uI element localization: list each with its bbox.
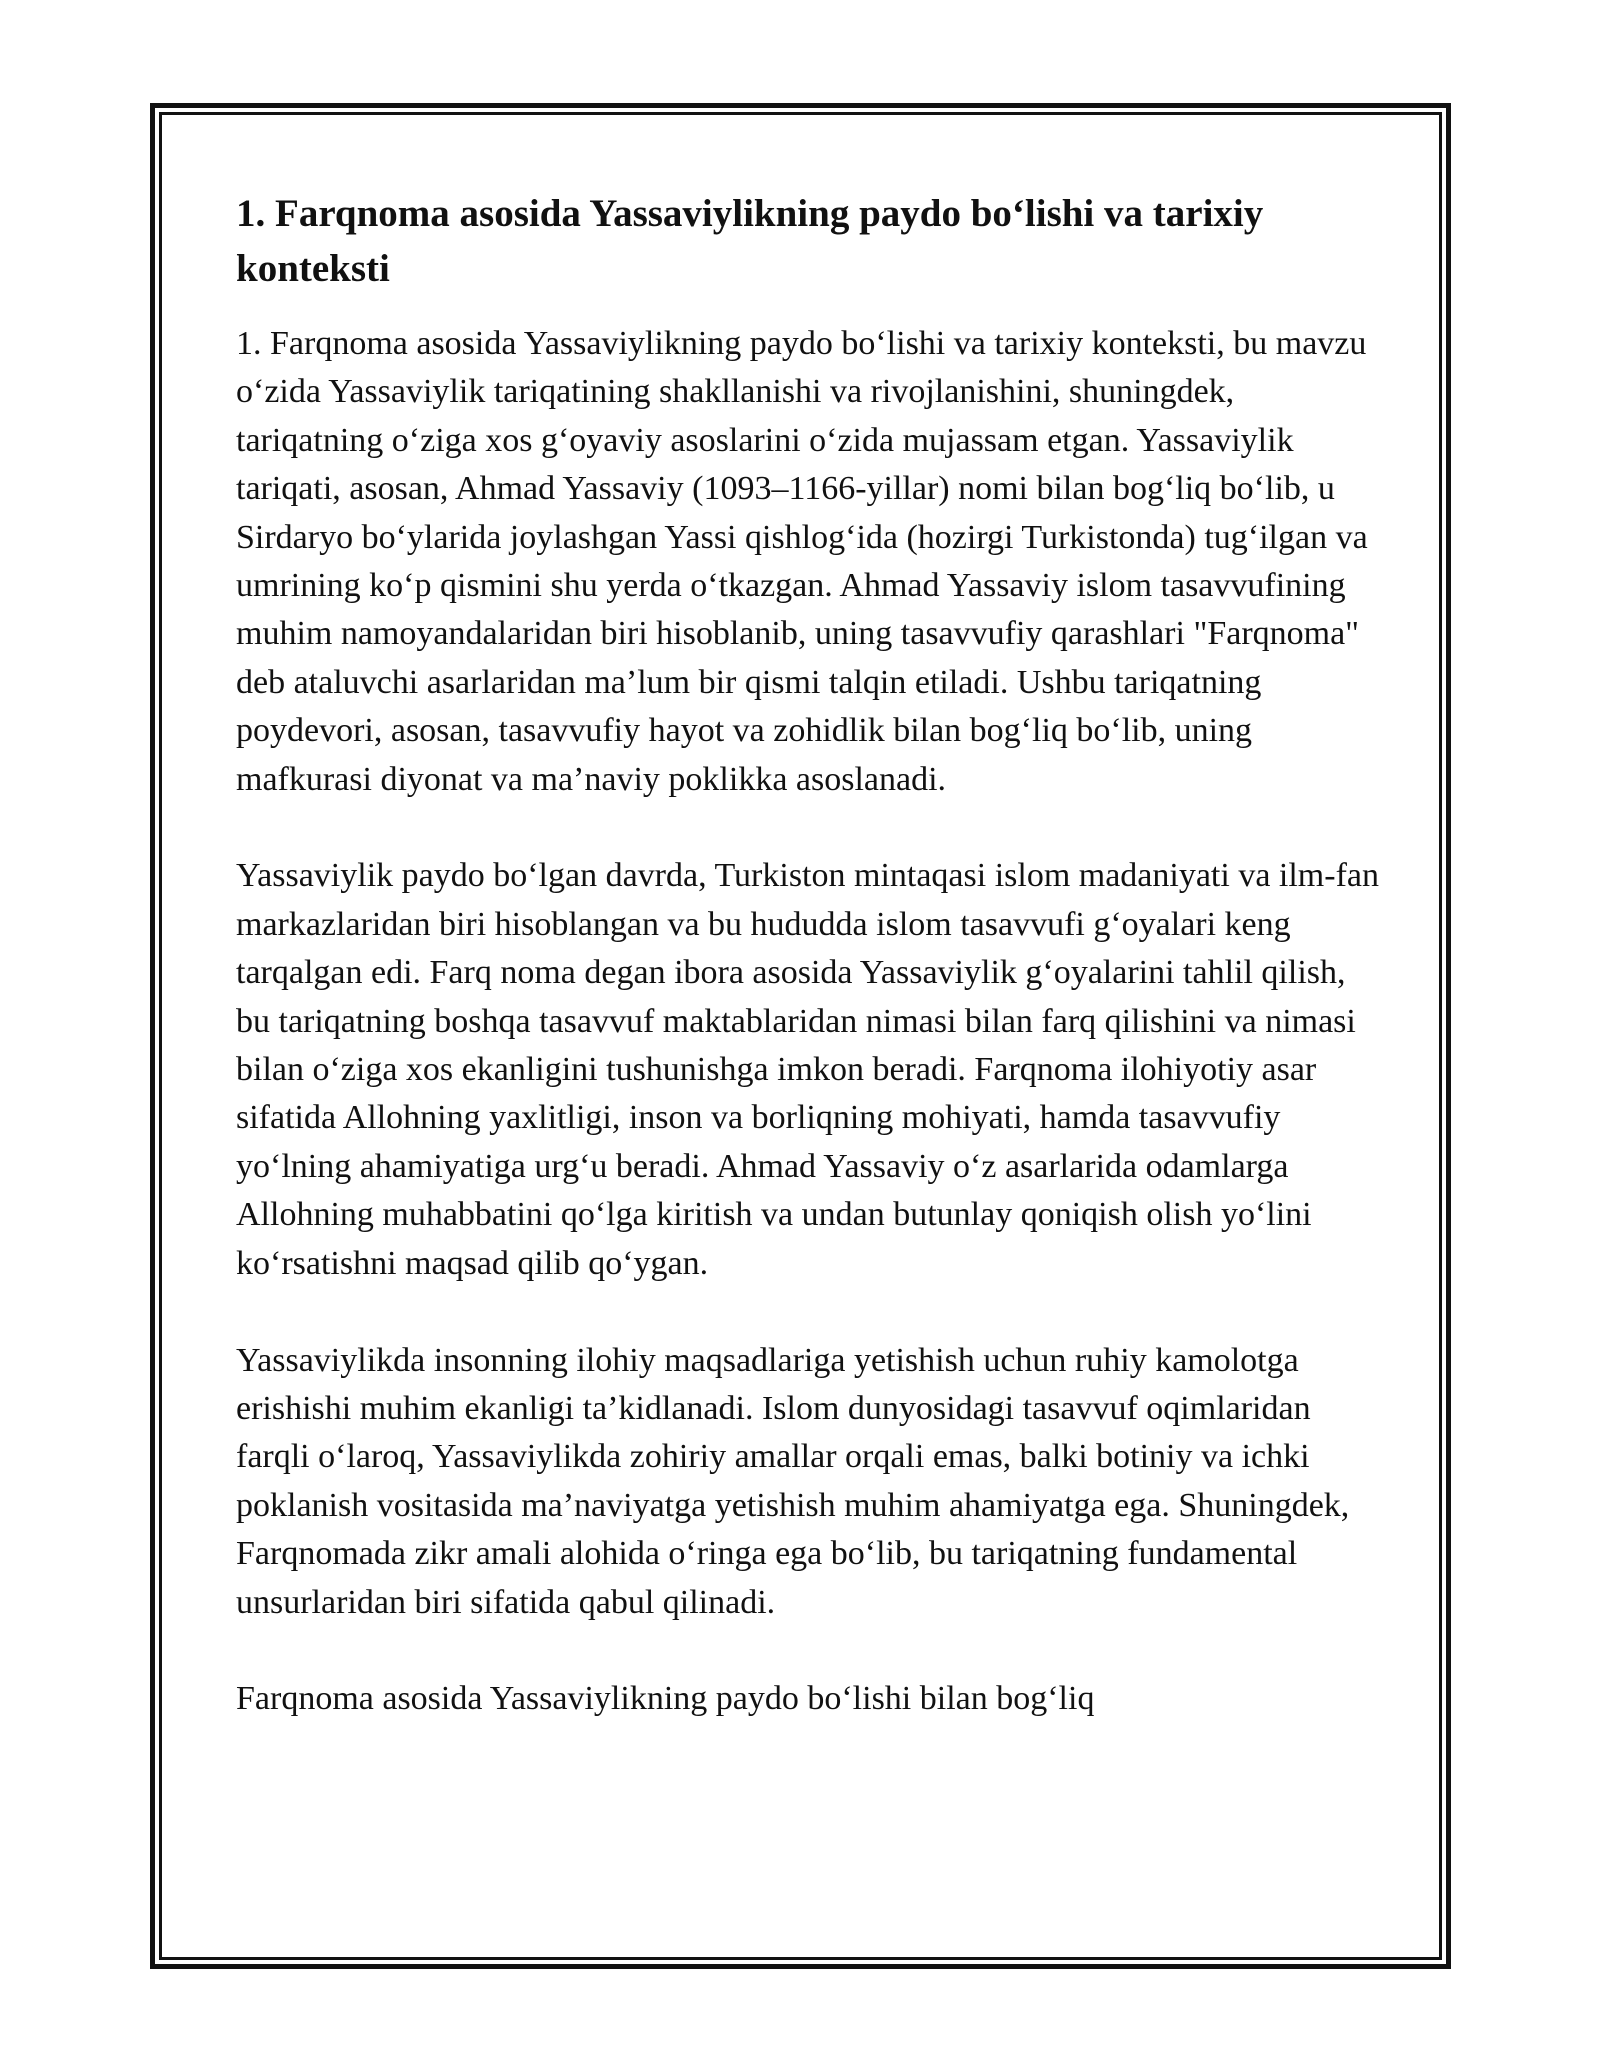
paragraph-1: 1. Farqnoma asosida Yassaviylikning paydo bo‘lishi va tarixiy konteksti, bu mavzu o‘zida Yassaviylik tariqatining shakllanishi va rivojlanishini, shuningdek, tariqatning o‘ziga xos g‘oyaviy asoslarini o‘zida mujassam etgan. Yassaviylik tariqati, asosan, Ahmad Yassaviy (1093–1166-yillar) nomi bilan bog‘liq bo‘lib, u Sirdaryo bo‘ylarida joylashgan Yassi qishlog‘ida (hozirgi Turkistonda) tug‘ilgan va umrining ko‘p qismini shu yerda o‘tkazgan. Ahmad Yassaviy islom tasavvufining muhim namoyandalaridan biri hisoblanib, uning tasavvufiy qarashlari "Farqnoma" deb ataluvchi asarlaridan ma’lum bir qismi talqin etiladi. Ushbu tariqatning poydevori, asosan, tasavvufiy hayot va zohidlik bilan bog‘liq bo‘lib, uning mafkurasi diyonat va ma’naviy poklikka asoslanadi. — [236, 325, 1368, 798]
document-body — [236, 186, 1384, 1772]
section-heading: 1. Farqnoma asosida Yassaviylikning paydo bo‘lishi va tarixiy konteksti — [236, 192, 1264, 290]
paragraph-2: Yassaviylik paydo bo‘lgan davrda, Turkiston mintaqasi islom madaniyati va ilm-fan markazlaridan biri hisoblangan va bu hududda islom tasavvufi g‘oyalari keng tarqalgan edi. Farq noma degan ibora asosida Yassaviylik g‘oyalarini tahlil qilish, bu tariqatning boshqa tasavvuf maktablaridan nimasi bilan farq qilishini va nimasi bilan o‘ziga xos ekanligini tushunishga imkon beradi. Farqnoma ilohiyotiy asar sifatida Allohning yaxlitligi, inson va borliqning mohiyati, hamda tasavvufiy yo‘lning ahamiyatiga urg‘u beradi. Ahmad Yassaviy o‘z asarlarida odamlarga Allohning muhabbatini qo‘lga kiritish va undan butunlay qoniqish olish yo‘lini ko‘rsatishni maqsad qilib qo‘ygan. — [236, 857, 1379, 1282]
paragraph-3: Yassaviylikda insonning ilohiy maqsadlariga yetishish uchun ruhiy kamolotga erishishi muhim ekanligi ta’kidlanadi. Islom dunyosidagi tasavvuf oqimlaridan farqli o‘laroq, Yassaviylikda zohiriy amallar orqali emas, balki botiniy va ichki poklanish vositasida ma’naviyatga yetishish muhim ahamiyatga ega. Shuningdek, Farqnomada zikr amali alohida o‘ringa ega bo‘lib, bu tariqatning fundamental unsurlaridan biri sifatida qabul qilinadi. — [236, 1341, 1350, 1621]
paragraph-4: Farqnoma asosida Yassaviylikning paydo bo‘lishi bilan bog‘liq — [236, 1680, 1095, 1718]
